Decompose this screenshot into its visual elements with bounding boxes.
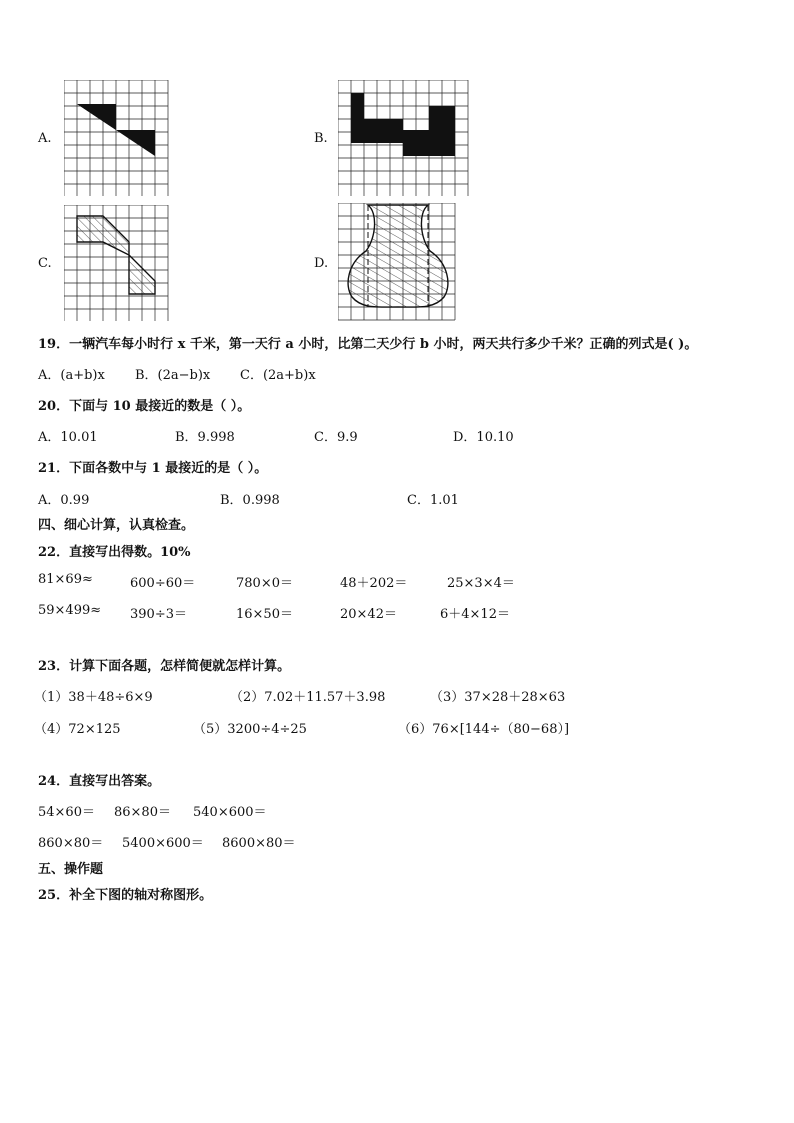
q24-item: 8600×80＝ xyxy=(222,836,296,851)
figure-b-grid xyxy=(338,80,470,196)
q24-item: 860×80＝ xyxy=(38,836,104,851)
q20-option-a[interactable]: A．10.01 xyxy=(38,430,98,445)
question-21-text: 21．下面各数中与 1 最接近的是（ ）。 xyxy=(38,461,268,476)
q23-item: （3）37×28＋28×63 xyxy=(430,690,566,705)
option-a-label: A. xyxy=(38,131,52,146)
q23-item: （1）38＋48÷6×9 xyxy=(34,690,153,705)
q22-item: 780×0＝ xyxy=(236,576,293,591)
q19-option-c[interactable]: C．(2a+b)x xyxy=(240,368,316,383)
question-22-text: 22．直接写出得数。10% xyxy=(38,545,191,560)
figure-d-grid xyxy=(338,203,458,321)
q24-item: 54×60＝ xyxy=(38,805,95,820)
q20-option-b[interactable]: B．9.998 xyxy=(175,430,235,445)
option-d-label: D. xyxy=(314,256,329,271)
q23-item: （4）72×125 xyxy=(34,722,121,737)
question-19-text: 19．一辆汽车每小时行 x 千米，第一天行 a 小时，比第二天少行 b 小时，两天共行多少千米？正确的列式是( )。 xyxy=(38,337,698,352)
figure-d-shape xyxy=(348,205,448,307)
option-b-label: B. xyxy=(314,131,328,146)
q22-item: 600÷60＝ xyxy=(130,576,196,591)
q22-item: 59×499≈ xyxy=(38,603,102,618)
figure-a-grid xyxy=(64,80,170,196)
q22-item: 20×42＝ xyxy=(340,607,397,622)
q24-item: 5400×600＝ xyxy=(122,836,204,851)
q21-option-b[interactable]: B．0.998 xyxy=(220,493,280,508)
q21-option-a[interactable]: A．0.99 xyxy=(38,493,90,508)
question-25-text: 25．补全下图的轴对称图形。 xyxy=(38,888,213,903)
q22-item: 25×3×4＝ xyxy=(447,576,515,591)
question-20-text: 20．下面与 10 最接近的数是（ ）。 xyxy=(38,399,251,414)
q24-item: 86×80＝ xyxy=(114,805,171,820)
q19-option-b[interactable]: B．(2a−b)x xyxy=(135,368,211,383)
q22-item: 81×69≈ xyxy=(38,572,93,587)
q20-option-c[interactable]: C．9.9 xyxy=(314,430,358,445)
q24-item: 540×600＝ xyxy=(193,805,267,820)
q22-item: 48＋202＝ xyxy=(340,576,408,591)
question-24-text: 24．直接写出答案。 xyxy=(38,774,161,789)
q23-item: （2）7.02＋11.57＋3.98 xyxy=(230,690,386,705)
section-4-heading: 四、细心计算，认真检查。 xyxy=(38,518,195,533)
q22-item: 6＋4×12＝ xyxy=(440,607,510,622)
option-c-label: C. xyxy=(38,256,52,271)
q23-item: （5）3200÷4÷25 xyxy=(193,722,307,737)
q23-item: （6）76×[144÷（80−68）] xyxy=(398,722,570,737)
q22-item: 16×50＝ xyxy=(236,607,293,622)
section-5-heading: 五、操作题 xyxy=(38,862,104,877)
q19-option-a[interactable]: A．(a+b)x xyxy=(38,368,105,383)
q22-item: 390÷3＝ xyxy=(130,607,187,622)
question-23-text: 23．计算下面各题，怎样简便就怎样计算。 xyxy=(38,659,291,674)
q20-option-d[interactable]: D．10.10 xyxy=(453,430,514,445)
figure-c-grid xyxy=(64,205,170,321)
q21-option-c[interactable]: C．1.01 xyxy=(407,493,459,508)
